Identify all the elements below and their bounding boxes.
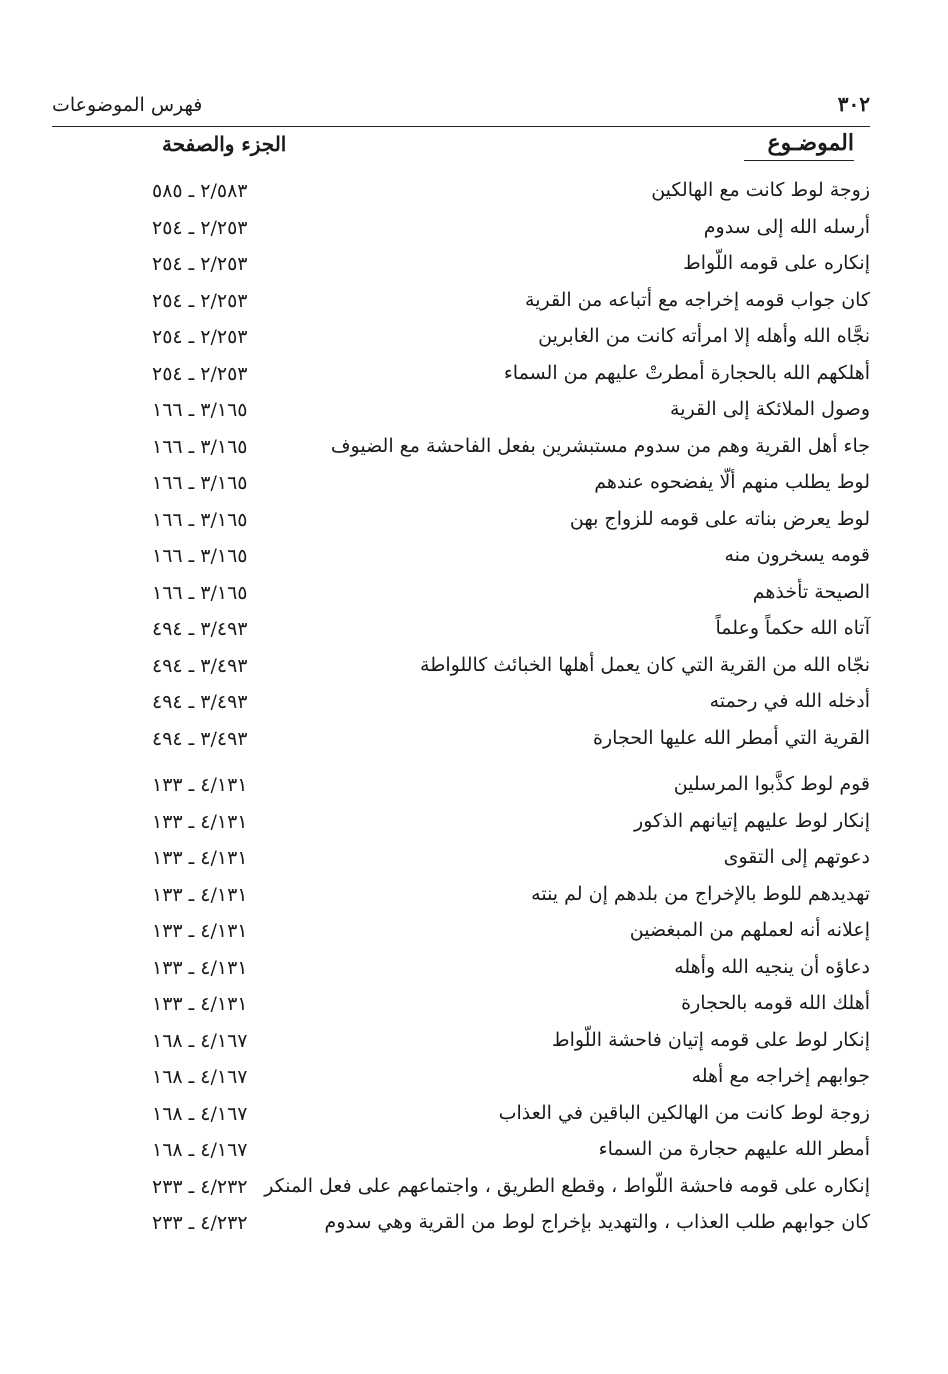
entry-topic: القرية التي أمطر الله عليها الحجارة (593, 726, 870, 749)
entry-topic: نجَّاه الله وأهله إلا امرأته كانت من الغابرين (538, 325, 870, 347)
index-entry (52, 1207, 870, 1244)
entry-topic: وصول الملائكة إلى القرية (670, 398, 870, 420)
index-title: فهرس الموضوعات (52, 94, 203, 116)
entry-topic: كان جوابهم طلب العذاب ، والتهديد بإخراج لوط من القرية وهي سدوم (324, 1211, 870, 1233)
entry-reference: ٤/١٣١ ـ ١٣٣ (152, 883, 248, 906)
entry-topic: زوجة لوط كانت مع الهالكين (651, 179, 870, 201)
entry-topic: كان جواب قومه إخراجه مع أتباعه من القرية (525, 288, 870, 311)
entry-reference: ٢/٢٥٣ ـ ٢٥٤ (152, 289, 248, 312)
running-header (52, 90, 870, 127)
index-entry (52, 212, 870, 249)
entry-topic: أرسله الله إلى سدوم (703, 215, 870, 238)
entry-reference: ٤/٢٣٢ ـ ٢٣٣ (152, 1175, 248, 1198)
entry-reference: ٤/١٣١ ـ ١٣٣ (152, 920, 248, 942)
entry-reference: ٣/١٦٥ ـ ١٦٦ (152, 508, 248, 531)
entry-reference: ٣/٤٩٣ ـ ٤٩٤ (152, 654, 248, 677)
entry-reference: ٢/٢٥٣ ـ ٢٥٤ (152, 216, 248, 239)
entry-topic: إنكار لوط على قومه إتيان فاحشة اللّواط (552, 1028, 870, 1051)
entry-reference: ٣/١٦٥ ـ ١٦٦ (152, 581, 248, 604)
entry-reference: ٤/٢٣٢ ـ ٢٣٣ (152, 1212, 248, 1234)
entry-topic: تهديدهم للوط بالإخراج من بلدهم إن لم ينته (531, 882, 870, 905)
entry-topic: أمطر الله عليهم حجارة من السماء (598, 1138, 870, 1160)
entry-topic: أهلك الله قومه بالحجارة (681, 992, 870, 1014)
entry-topic: لوط يعرض بناته على قومه للزواج بهن (569, 507, 870, 530)
entry-reference: ٢/٢٥٣ ـ ٢٥٤ (152, 253, 248, 275)
entry-topic: إنكار لوط عليهم إتيانهم الذكور (634, 809, 870, 832)
index-entry (52, 1025, 870, 1062)
entry-topic: دعاؤه أن ينجيه الله وأهله (674, 955, 870, 978)
index-entries (52, 175, 870, 1244)
entry-topic: أهلكهم الله بالحجارة أمطرتْ عليهم من السماء (503, 361, 870, 384)
index-entry (52, 842, 870, 879)
entry-topic: زوجة لوط كانت من الهالكين الباقين في العذاب (498, 1101, 870, 1124)
index-entry (52, 879, 870, 916)
index-entry (52, 988, 870, 1025)
entry-reference: ٤/١٣١ ـ ١٣٣ (152, 810, 248, 833)
entry-topic: قومه يسخرون منه (724, 544, 870, 566)
entry-topic: دعوتهم إلى التقوى (723, 846, 870, 868)
index-entry (52, 248, 870, 285)
entry-reference: ٣/١٦٥ ـ ١٦٦ (152, 435, 248, 458)
entry-reference: ٣/٤٩٣ ـ ٤٩٤ (152, 618, 248, 640)
entry-reference: ٢/٢٥٣ ـ ٢٥٤ (152, 362, 248, 385)
index-entry (52, 613, 870, 650)
index-entry (52, 686, 870, 723)
index-entry (52, 1061, 870, 1098)
reference-column-header: الجزء والصفحة (162, 132, 287, 156)
index-entry (52, 769, 870, 806)
index-entry (52, 358, 870, 395)
entry-reference: ٣/٤٩٣ ـ ٤٩٤ (152, 727, 248, 750)
entry-reference: ٢/٥٨٣ ـ ٥٨٥ (152, 180, 248, 202)
index-entry (52, 723, 870, 760)
index-entry (52, 1171, 870, 1208)
entry-topic: إعلانه أنه لعملهم من المبغضين (629, 919, 870, 941)
column-headers (52, 128, 870, 168)
entry-reference: ٢/٢٥٣ ـ ٢٥٤ (152, 326, 248, 348)
index-entry (52, 504, 870, 541)
entry-topic: لوط يطلب منهم ألّا يفضحوه عندهم (594, 471, 870, 493)
topic-column-header: الموضـوع (744, 130, 854, 161)
entry-topic: إنكاره على قومه فاحشة اللّواط ، وقطع الطريق ، واجتماعهم على فعل المنكر (264, 1174, 870, 1197)
entry-reference: ٤/١٦٧ ـ ١٦٨ (152, 1066, 248, 1088)
index-entry (52, 650, 870, 687)
index-entry (52, 915, 870, 952)
entry-topic: جاء أهل القرية وهم من سدوم مستبشرين بفعل الفاحشة مع الضيوف (330, 434, 870, 457)
entry-reference: ٣/٤٩٣ ـ ٤٩٤ (152, 691, 248, 713)
entry-reference: ٤/١٦٧ ـ ١٦٨ (152, 1139, 248, 1161)
entry-topic: جوابهم إخراجه مع أهله (691, 1065, 870, 1087)
entry-reference: ٣/١٦٥ ـ ١٦٦ (152, 399, 248, 421)
entry-topic: أدخله الله في رحمته (709, 690, 870, 712)
page-number: ٣٠٢ (837, 92, 870, 116)
index-entry (52, 175, 870, 212)
index-entry (52, 952, 870, 989)
index-entry (52, 1098, 870, 1135)
index-entry (52, 431, 870, 468)
entry-topic: الصيحة تأخذهم (752, 580, 870, 603)
index-entry (52, 394, 870, 431)
index-entry (52, 540, 870, 577)
index-entry (52, 577, 870, 614)
index-entry (52, 285, 870, 322)
entry-reference: ٤/١٦٧ ـ ١٦٨ (152, 1102, 248, 1125)
index-entry (52, 1134, 870, 1171)
entry-topic: إنكاره على قومه اللّواط (683, 252, 870, 274)
entry-reference: ٤/١٣١ ـ ١٣٣ (152, 774, 248, 796)
entry-topic: قوم لوط كذَّبوا المرسلين (673, 773, 870, 795)
entry-topic: نجّاه الله من القرية التي كان يعمل أهلها الخبائث كاللواطة (420, 653, 870, 676)
entry-reference: ٤/١٦٧ ـ ١٦٨ (152, 1029, 248, 1052)
entry-reference: ٣/١٦٥ ـ ١٦٦ (152, 545, 248, 567)
entry-reference: ٣/١٦٥ ـ ١٦٦ (152, 472, 248, 494)
index-entry (52, 321, 870, 358)
entry-topic: آتاه الله حكماً وعلماً (715, 617, 870, 639)
entry-reference: ٤/١٣١ ـ ١٣٣ (152, 993, 248, 1015)
entry-reference: ٤/١٣١ ـ ١٣٣ (152, 956, 248, 979)
index-entry (52, 467, 870, 504)
index-entry (52, 806, 870, 843)
entry-reference: ٤/١٣١ ـ ١٣٣ (152, 847, 248, 869)
